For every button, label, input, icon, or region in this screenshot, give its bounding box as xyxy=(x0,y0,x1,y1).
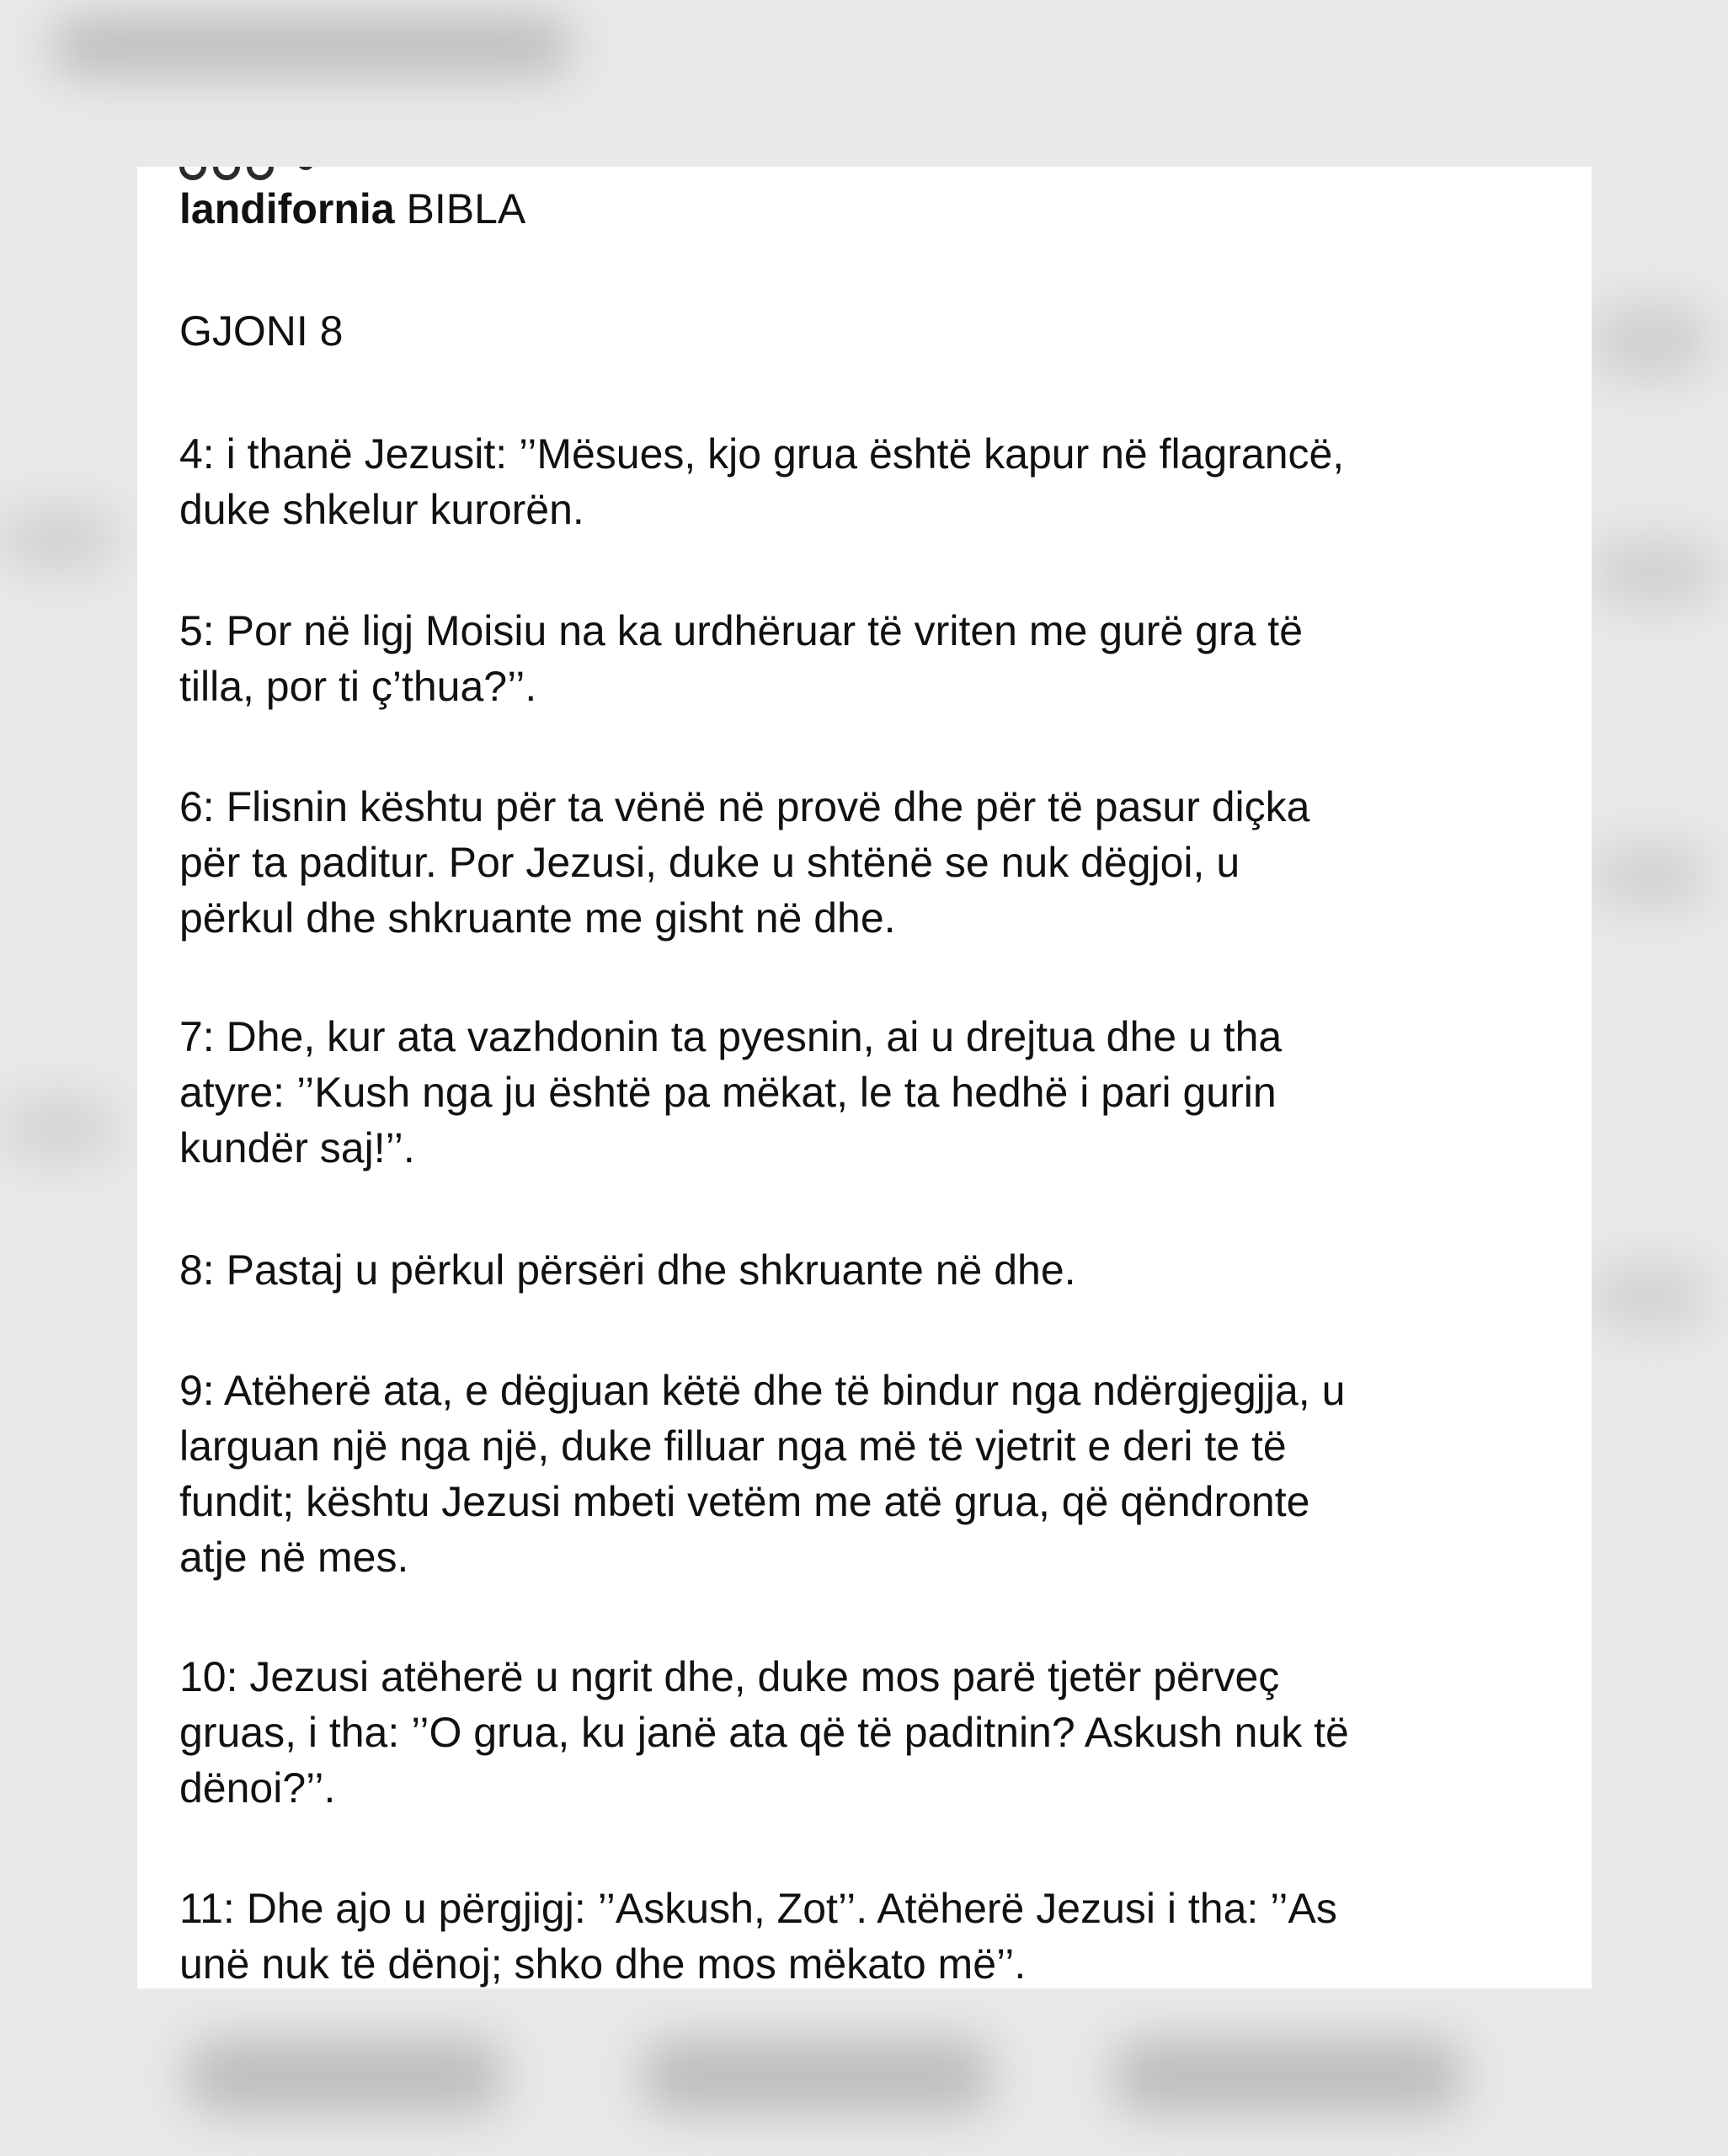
verse-line: 10: Jezusi atëherë u ngrit dhe, duke mos parë tjetër përveç xyxy=(179,1653,1280,1700)
verse-line: 5: Por në ligj Moisiu na ka urdhëruar të vriten me gurë gra të xyxy=(179,607,1304,654)
verse-line: 7: Dhe, kur ata vazhdonin ta pyesnin, ai u drejtua dhe u tha xyxy=(179,1013,1283,1060)
verse-line: 6: Flisnin kështu për ta vënë në provë dhe për të pasur diçka xyxy=(179,783,1310,830)
verse-line: tilla, por ti ç’thua?’’. xyxy=(179,663,537,710)
circle-icon xyxy=(213,167,240,180)
caption-header xyxy=(179,184,525,234)
verse-line: 9: Atëherë ata, e dëgjuan këtë dhe të bindur nga ndërgjegjja, u xyxy=(179,1367,1346,1414)
verse-line: dënoi?’’. xyxy=(179,1764,336,1812)
circle-icon xyxy=(297,167,314,170)
verse-line: gruas, i tha: ’’O grua, ku janë ata që të paditnin? Askush nuk të xyxy=(179,1709,1349,1756)
username-link[interactable]: landifornia xyxy=(179,185,395,232)
verse-line: përkul dhe shkruante me gisht në dhe. xyxy=(179,894,896,942)
verse-line: për ta paditur. Por Jezusi, duke u shtënë se nuk dëgjoi, u xyxy=(179,839,1240,886)
cut-off-icon-row xyxy=(179,167,727,175)
verse-line: 4: i thanë Jezusit: ’’Mësues, kjo grua është kapur në flagrancë, xyxy=(179,430,1345,478)
post-caption-card xyxy=(137,167,1592,1988)
verse-line: duke shkelur kurorën. xyxy=(179,486,584,533)
verse-11 xyxy=(179,1881,1577,1988)
caption-title: BIBLA xyxy=(406,185,526,232)
verse-line: unë nuk të dënoj; shko dhe mos mëkato më’’. xyxy=(179,1940,1027,1988)
verse-line: fundit; kështu Jezusi mbeti vetëm me atë grua, që qëndronte xyxy=(179,1478,1310,1525)
verse-line: atje në mes. xyxy=(179,1534,409,1581)
circle-icon xyxy=(179,167,206,180)
verse-6 xyxy=(179,779,1577,946)
verse-10 xyxy=(179,1649,1577,1816)
chapter-title: GJONI 8 xyxy=(179,307,344,355)
verse-line: 8: Pastaj u përkul përsëri dhe shkruante në dhe. xyxy=(179,1246,1076,1294)
verse-line: atyre: ’’Kush nga ju është pa mëkat, le ta hedhë i pari gurin xyxy=(179,1069,1277,1116)
verse-9 xyxy=(179,1363,1577,1585)
circle-icon xyxy=(247,167,274,180)
verse-line: 11: Dhe ajo u përgjigj: ’’Askush, Zot’’. Atëherë Jezusi i tha: ’’As xyxy=(179,1885,1337,1932)
verse-8 xyxy=(179,1242,1577,1298)
verse-line: kundër saj!’’. xyxy=(179,1124,415,1171)
verse-5 xyxy=(179,603,1577,714)
verse-7 xyxy=(179,1009,1577,1176)
verse-4 xyxy=(179,426,1577,537)
verse-line: larguan një nga një, duke filluar nga më të vjetrit e deri te të xyxy=(179,1422,1287,1470)
